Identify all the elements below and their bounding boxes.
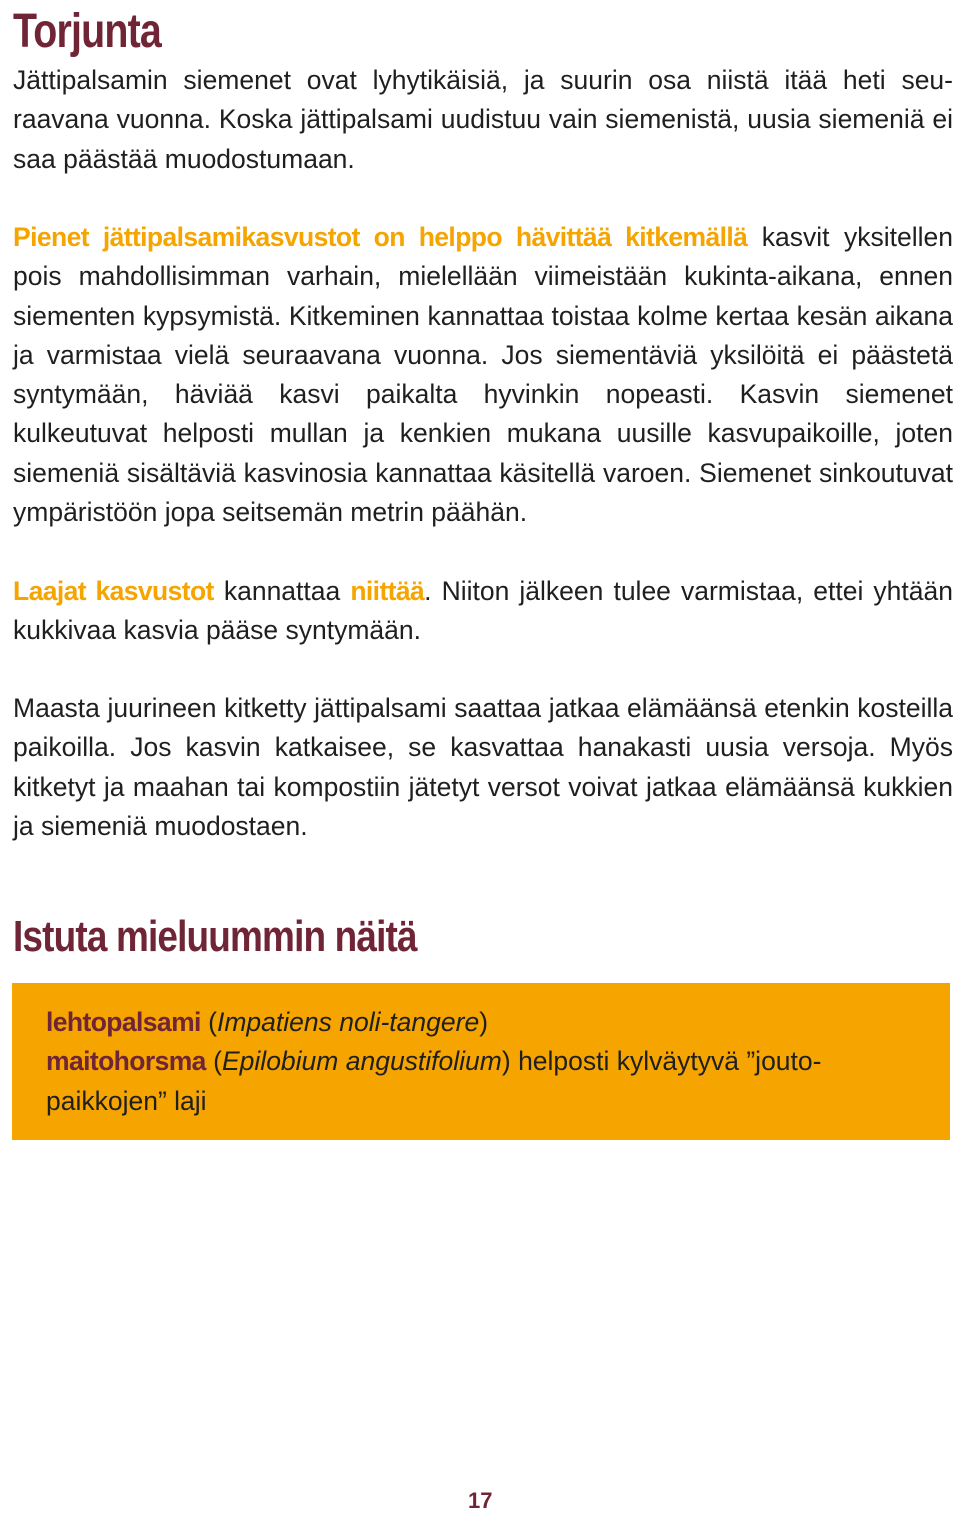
highlight-large-stands: Laajat kasvustot [13, 576, 214, 606]
plant-latin-name: Epilobium angustifolium [222, 1046, 502, 1077]
plant-item [46, 1003, 906, 1042]
plant-item [46, 1042, 906, 1121]
paragraph-weeding [13, 218, 953, 532]
paragraph-text: . Niiton jälkeen tulee varmistaa, ettei yhtään kukkivaa kasvia pääse syntymään. [13, 576, 953, 646]
plant-paren-close: ) [501, 1046, 511, 1077]
paragraph-survival [13, 689, 953, 846]
section-title-torjunta: Torjunta [13, 5, 161, 58]
plant-latin-name: Impatiens noli-tangere [216, 1007, 480, 1037]
highlight-weeding: Pienet jättipalsamikasvustot on helppo hävittää kitkemällä [13, 222, 748, 252]
page-number: 17 [468, 1488, 493, 1513]
plant-paren-open: ( [205, 1046, 222, 1077]
paragraph-text: kasvit yksitellen pois mahdollisimman varhain, mielellään viimeistään kukinta-aikana, ennen siementen kypsymistä. Kitkeminen kannattaa toistaa kolme kertaa kesän aikana ja varmistaa vielä seuraavana vuonna. Jos siementäviä yksilöitä ei päästetä syntymään, häviää kasvi paikalta hyvinkin nopeasti. Kasvin siemenet kulkeutuvat helposti mullan ja kenkien mukana uusille kasvupaikoille, joten siemeniä sisältäviä kasvinosia kannattaa käsitellä varoen. Siemenet sinkoutuvat ympäristöön jopa seitsemän metrin päähän. [13, 222, 953, 528]
plant-paren-open: ( [200, 1007, 217, 1037]
plant-name: lehtopalsami [46, 1007, 201, 1037]
paragraph-seeds [13, 61, 953, 179]
paragraph-text: kannattaa [213, 576, 351, 606]
plant-description: helposti kylväytyvä ”joutopaikkojen” laji [46, 1046, 822, 1116]
paragraph-text: Jättipalsamin siemenet ovat lyhytikäisiä, ja suurin osa niistä itää heti seuraavana vuonna. Koska jättipalsami uudistuu vain siemenistä, uusia siemeniä ei saa päästää muodostumaan. [13, 65, 953, 174]
plant-paren-close: ) [479, 1007, 489, 1037]
paragraph-text: Maasta juurineen kitketty jättipalsami saattaa jatkaa elämäänsä etenkin kosteilla paikoilla. Jos kasvin katkaisee, se kasvattaa hanakasti uusia versoja. Myös kitketyt ja maahan tai kompostiin jätetyt versot voivat jatkaa elämäänsä kukkien ja siemeniä muodostaen. [13, 693, 953, 841]
highlight-mow: niittää [350, 576, 425, 606]
section-title-plant-instead: Istuta mieluummin näitä [13, 912, 417, 961]
paragraph-mowing [13, 572, 953, 651]
recommended-plants-box [12, 983, 950, 1140]
recommended-plants-list [46, 1003, 906, 1121]
plant-name: maitohorsma [46, 1046, 206, 1077]
